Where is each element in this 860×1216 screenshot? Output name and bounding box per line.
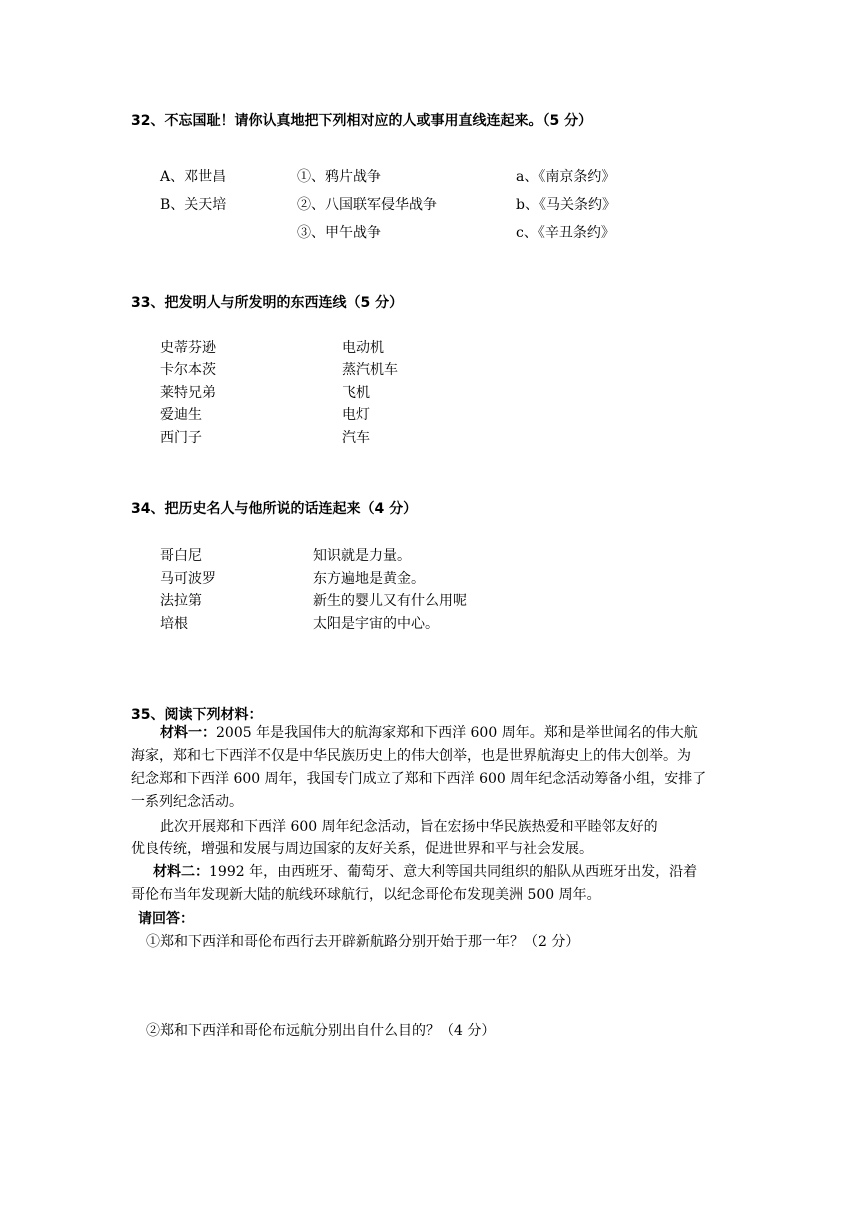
q35-m2-label: 材料二： <box>153 864 209 880</box>
q35-m1-label: 材料一： <box>160 725 216 741</box>
q32-event-3[interactable]: ③、甲午战争 <box>297 225 381 241</box>
q35-answer-area-2[interactable] <box>146 1045 746 1165</box>
q33-invention-5[interactable]: 汽车 <box>342 430 370 446</box>
q34-title: 34、把历史名人与他所说的话连起来（4 分） <box>131 501 418 517</box>
q34-quote-1[interactable]: 知识就是力量。 <box>313 548 411 564</box>
q35-m1-p2-line-1: 此次开展郑和下西洋 600 周年纪念活动，旨在宏扬中华民族热爱和平睦邻友好的 <box>160 819 658 835</box>
q35-answer-area-1[interactable] <box>146 955 746 1015</box>
q33-inventor-3[interactable]: 莱特兄弟 <box>160 385 216 401</box>
q35-m1-line-4: 一系列纪念活动。 <box>131 794 243 810</box>
q34-quote-2[interactable]: 东方遍地是黄金。 <box>313 571 425 587</box>
q33-invention-4[interactable]: 电灯 <box>342 407 370 423</box>
q35-answer-label: 请回答： <box>138 911 194 927</box>
q32-treaty-a[interactable]: a、《南京条约》 <box>516 169 616 185</box>
q34-person-3[interactable]: 法拉第 <box>160 593 202 609</box>
q32-person-a[interactable]: A、邓世昌 <box>160 169 227 185</box>
q34-person-1[interactable]: 哥白尼 <box>160 548 202 564</box>
q35-title: 35、阅读下列材料： <box>131 707 263 723</box>
q33-invention-2[interactable]: 蒸汽机车 <box>342 362 398 378</box>
q34-quote-3[interactable]: 新生的婴儿又有什么用呢 <box>313 593 467 609</box>
q35-sub-question-1: ①郑和下西洋和哥伦布西行去开辟新航路分别开始于那一年？（2 分） <box>146 934 580 950</box>
q35-m1-line-1 <box>160 722 698 745</box>
q32-treaty-b[interactable]: b、《马关条约》 <box>516 197 616 213</box>
q32-treaty-c[interactable]: c、《辛丑条约》 <box>516 225 615 241</box>
q33-invention-3[interactable]: 飞机 <box>342 385 370 401</box>
q32-event-2[interactable]: ②、八国联军侵华战争 <box>297 197 437 213</box>
q32-title: 32、不忘国耻！请你认真地把下列相对应的人或事用直线连起来。（5 分） <box>131 113 593 129</box>
q35-sub-question-2: ②郑和下西洋和哥伦布远航分别出自什么目的？（4 分） <box>146 1023 496 1039</box>
q34-person-2[interactable]: 马可波罗 <box>160 571 216 587</box>
q35-m1-text-1: 2005 年是我国伟大的航海家郑和下西洋 600 周年。郑和是举世闻名的伟大航 <box>216 725 698 741</box>
q33-invention-1[interactable]: 电动机 <box>342 340 384 356</box>
q34-quote-4[interactable]: 太阳是宇宙的中心。 <box>313 616 439 632</box>
q35-m2-line-2: 哥伦布当年发现新大陆的航线环球航行，以纪念哥伦布发现美洲 500 周年。 <box>131 887 601 903</box>
q33-inventor-4[interactable]: 爱迪生 <box>160 407 202 423</box>
q34-person-4[interactable]: 培根 <box>160 616 188 632</box>
q35-m1-line-2: 海家，郑和七下西洋不仅是中华民族历史上的伟大创举，也是世界航海史上的伟大创举。为 <box>131 748 691 764</box>
q35-m1-line-3: 纪念郑和下西洋 600 周年，我国专门成立了郑和下西洋 600 周年纪念活动筹备小组，安排了 <box>131 771 707 787</box>
q33-inventor-2[interactable]: 卡尔本茨 <box>160 362 216 378</box>
q33-inventor-1[interactable]: 史蒂芬逊 <box>160 340 216 356</box>
q33-title: 33、把发明人与所发明的东西连线（5 分） <box>131 295 404 311</box>
q35-m2-text-1: 1992 年，由西班牙、葡萄牙、意大利等国共同组织的船队从西班牙出发，沿着 <box>209 864 698 880</box>
q35-m1-p2-line-2: 优良传统，增强和发展与周边国家的友好关系，促进世界和平与社会发展。 <box>131 841 593 857</box>
q33-inventor-5[interactable]: 西门子 <box>160 430 202 446</box>
q32-person-b[interactable]: B、关天培 <box>160 197 227 213</box>
q35-m2-line-1 <box>153 861 697 884</box>
q32-event-1[interactable]: ①、鸦片战争 <box>297 169 381 185</box>
